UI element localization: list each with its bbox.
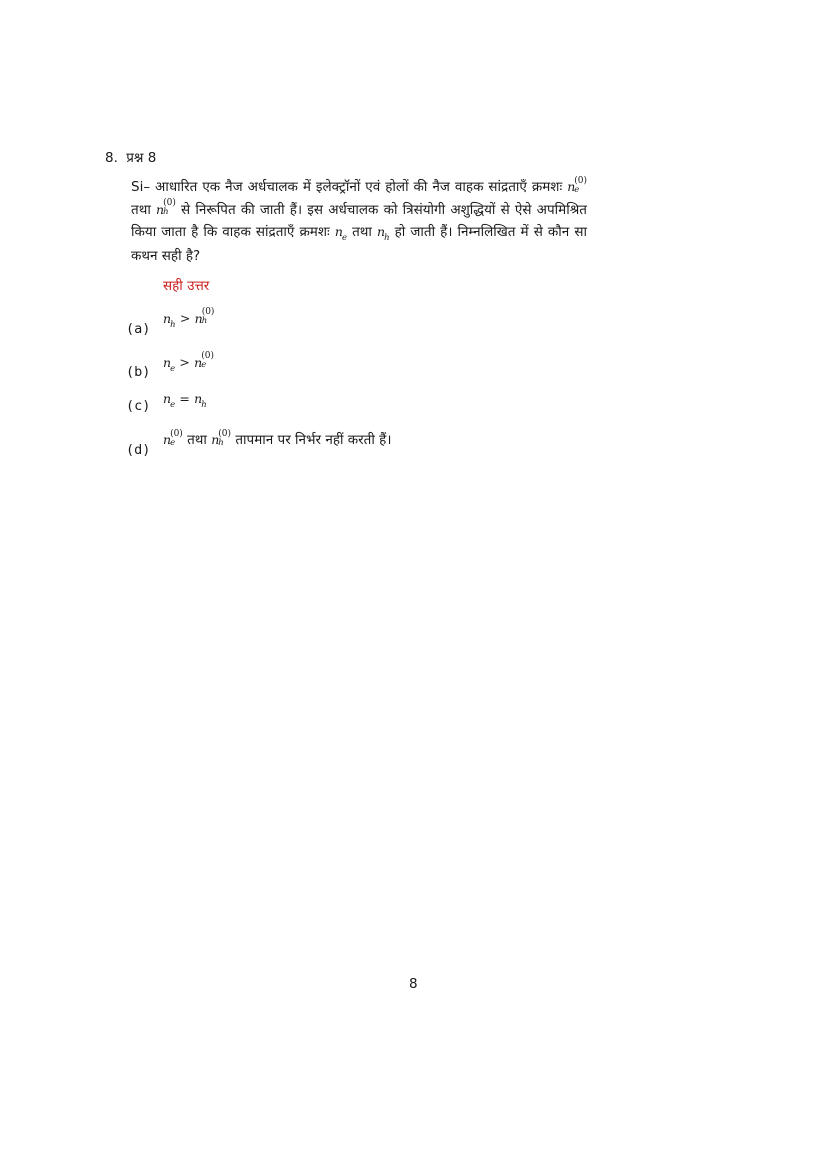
- question-title: प्रश्न 8: [126, 150, 157, 166]
- page-number: 8: [409, 976, 418, 992]
- math-nh0: n (0) h: [156, 198, 176, 217]
- option-c-label[interactable]: (c): [126, 398, 151, 414]
- math-nh: $n_h$: [377, 224, 390, 243]
- option-a-text[interactable]: $n_h > n$ (0) h: [163, 307, 215, 330]
- math-ne0: n (0) e: [567, 175, 587, 195]
- math-ne: $n_e$: [334, 224, 347, 243]
- question-header: [105, 148, 156, 166]
- option-d-tail: तापमान पर निर्भर नहीं करती हैं।: [235, 432, 392, 448]
- option-d-label[interactable]: (d): [126, 442, 151, 458]
- question-text-part-5: हो जाती हैं। निम्नलिखित में से कौन सा कथन सही है?: [131, 224, 587, 264]
- option-a-label[interactable]: (a): [126, 321, 151, 337]
- question-number: 8.: [105, 150, 118, 166]
- option-d-mid: तथा: [187, 432, 207, 448]
- option-d-text[interactable]: n (0) e तथा n (0) h तापमान पर निर्भर नहीं करती हैं।: [163, 428, 392, 448]
- question-text: [131, 176, 587, 267]
- correct-answer-label: सही उत्तर: [163, 278, 210, 294]
- question-text-part-1: Si– आधारित एक नैज अर्धचालक में इलेक्ट्रॉनों एवं होलों की नैज वाहक सांद्रताएँ क्रमशः: [131, 179, 563, 195]
- question-text-part-2: तथा: [131, 201, 151, 218]
- option-c-text[interactable]: $n_e = n_h$: [163, 391, 207, 410]
- question-text-part-3: से निरूपित की जाती हैं। इस अर्धचालक को त्रिसंयोगी अशुद्धियों से ऐसे अपमिश्रित किया जाता है कि वाहक सांद्रताएँ क्रमशः: [131, 201, 587, 240]
- option-b-text[interactable]: $n_e > n$ (0) e: [163, 351, 214, 374]
- option-b-label[interactable]: (b): [126, 364, 151, 380]
- question-text-part-4: तथा: [352, 224, 372, 240]
